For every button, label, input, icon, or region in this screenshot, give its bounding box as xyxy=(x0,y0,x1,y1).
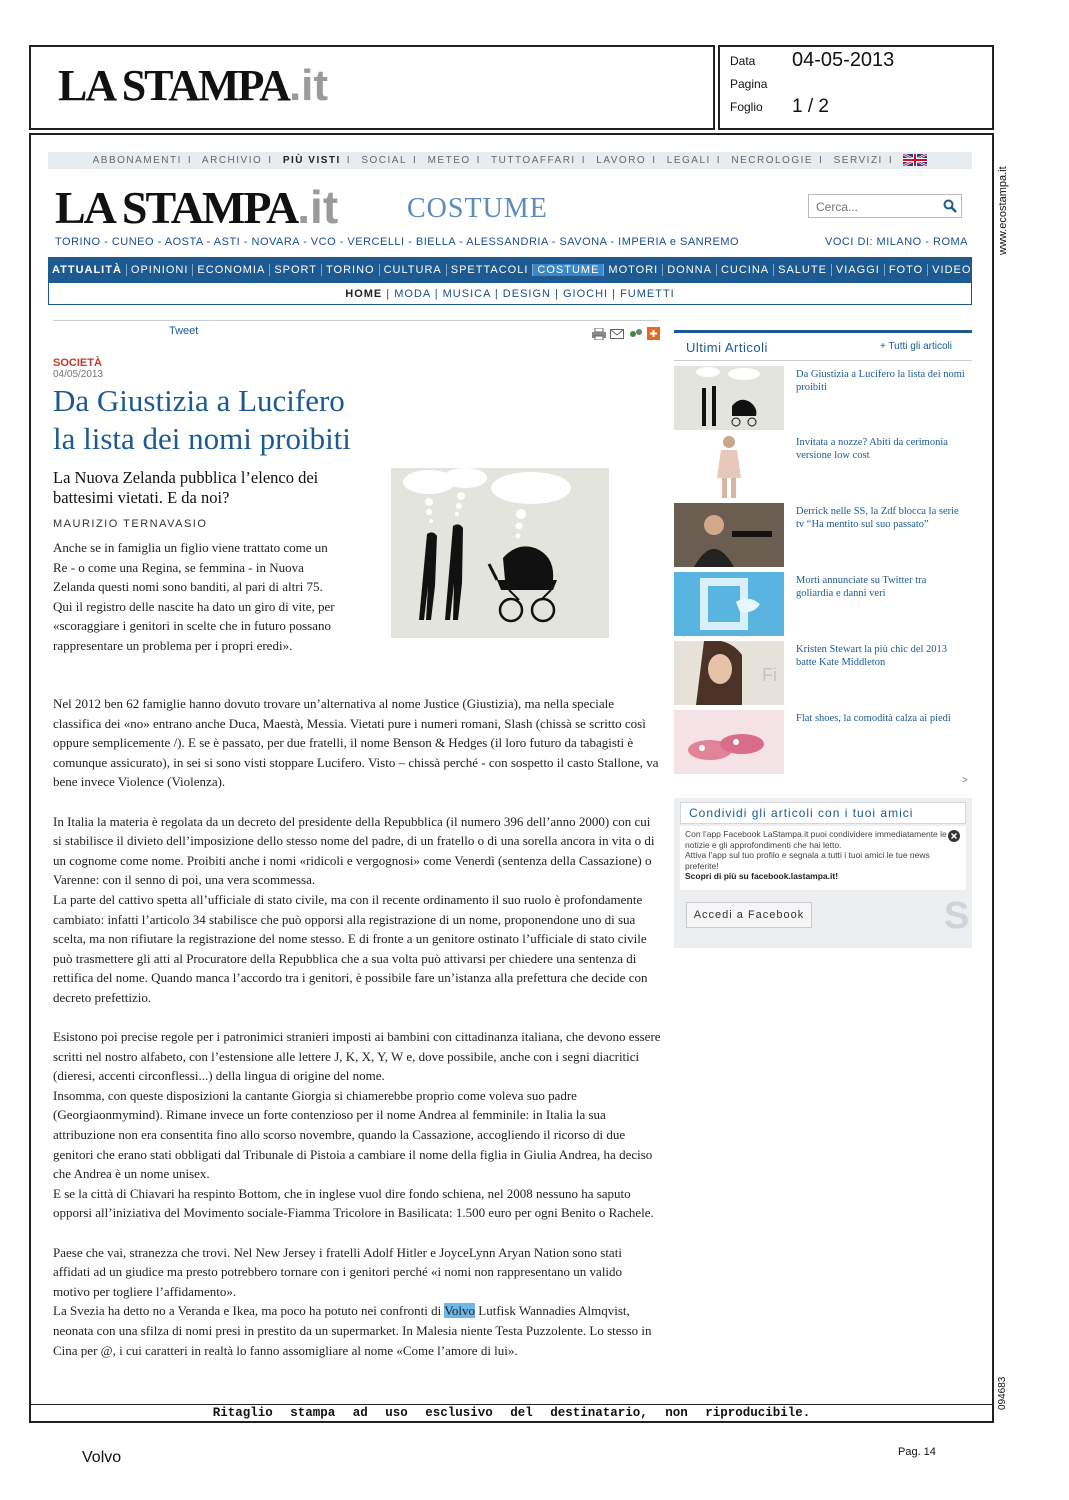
share-text-2: Attiva l’app sul tuo profilo e segnala a tutti i tuoi amici le tue news preferite! xyxy=(685,850,930,871)
mainnav-sport[interactable]: SPORT xyxy=(270,264,322,276)
article-title xyxy=(53,382,351,458)
silhouettes-pram-image xyxy=(391,468,609,638)
article-thumbnail[interactable] xyxy=(674,366,784,430)
voci-di-links[interactable]: VOCI DI: MILANO - ROMA xyxy=(825,236,969,248)
mainnav-salute[interactable]: SALUTE xyxy=(774,264,832,276)
search-icon[interactable] xyxy=(943,199,957,213)
mainnav-opinioni[interactable]: OPINIONI xyxy=(127,264,194,276)
article-paragraph: Esistono poi precise regole per i patronimici stranieri imposti ai bambini con cittadinanza italiana, che devono essere scritti nel nostro alfabeto, con l’estensione alle lettere J, K, X, Y, W e, dove possibile, anche con i segni diacritici (dieresi, accenti circonflessi...) della lingua di origine del nome. xyxy=(53,1029,661,1084)
side-code-label: 094683 xyxy=(997,1376,1008,1410)
sidebar-article-title[interactable]: Morti annunciate su Twitter tra goliardia e danni veri xyxy=(796,575,927,599)
mainnav-foto[interactable]: FOTO xyxy=(885,264,928,276)
footer-page: Pag. 14 xyxy=(898,1446,936,1458)
topnav-social[interactable]: SOCIAL xyxy=(361,155,408,166)
thumbnail-image xyxy=(674,641,784,705)
mainnav-economia[interactable]: ECONOMIA xyxy=(193,264,270,276)
header-logo-suffix: .it xyxy=(288,61,329,110)
facebook-login-button[interactable]: Accedi a Facebook xyxy=(686,902,812,928)
sidebar-article[interactable] xyxy=(674,366,974,430)
subnav-musica[interactable]: MUSICA xyxy=(442,288,491,300)
sidebar-article[interactable] xyxy=(674,710,974,774)
pagina-label: Pagina xyxy=(730,77,768,91)
topnav-necrologie[interactable]: NECROLOGIE xyxy=(731,155,814,166)
article-lead-paragraph: Anche se in famiglia un figlio viene trattato come un Re - o come una Regina, se femmina - in Nuova Zelanda questi nomi sono banditi, al pari di altri 75. Qui il registro delle nascite ha dato un giro di vite, per «scoraggiare i genitori in scelte che in futuro possano rappresentare un problema per i propri eredi». xyxy=(53,540,335,653)
side-site-label: www.ecostampa.it xyxy=(997,166,1009,255)
search-box[interactable] xyxy=(808,194,962,218)
share-box xyxy=(674,798,972,948)
topnav-piu-visti[interactable]: PIÙ VISTI xyxy=(282,155,341,166)
stampa-s-icon xyxy=(942,894,972,934)
mainnav-video[interactable]: VIDEO xyxy=(932,264,972,276)
article-paragraph: Nel 2012 ben 62 famiglie hanno dovuto trovare un’alternativa al nome Justice (Giustizia), ma nella speciale classifica dei «no» entrano anche Duca, Maestà, Messia. Vietati pure i numeri romani, Slash (chissà se scritto così oppure semplicemente /). E se è passato, per due fratelli, il nome Benson & Hedges (il loro futuro da tabagisti è comunque assicurato), in sei si sono visti stoppare Lucifero. Visto – chissà perché - con sospetto il casto Stallone, va bene invece Violence (Violenza). xyxy=(53,696,659,790)
article-text: La Svezia ha detto no a Veranda e Ikea, ma poco ha potuto nei confronti di xyxy=(53,1303,445,1319)
share-title: Condividi gli articoli con i tuoi amici xyxy=(689,806,914,820)
share-text-3: Scopri di più su facebook.lastampa.it! xyxy=(685,871,839,881)
disclaimer-divider xyxy=(29,1404,994,1405)
mainnav-viaggi[interactable]: VIAGGI xyxy=(832,264,885,276)
article-thumbnail[interactable] xyxy=(674,641,784,705)
sidebar-top-border xyxy=(674,330,972,333)
mainnav-torino[interactable]: TORINO xyxy=(322,264,380,276)
tweet-button[interactable]: Tweet xyxy=(169,325,199,337)
share-text xyxy=(685,829,947,882)
subnav-design[interactable]: DESIGN xyxy=(502,288,551,300)
share-content xyxy=(680,826,966,890)
topnav-lavoro[interactable]: LAVORO xyxy=(596,155,647,166)
share-title-box xyxy=(680,802,966,824)
sidebar-article[interactable] xyxy=(674,503,974,567)
sidebar-article[interactable] xyxy=(674,572,974,636)
sidebar-article-title[interactable]: Invitata a nozze? Abiti da cerimonia versione low cost xyxy=(796,437,948,461)
print-icon[interactable] xyxy=(592,328,606,340)
sidebar-article-title[interactable]: Flat shoes, la comodità calza ai piedi xyxy=(796,713,951,724)
section-title: COSTUME xyxy=(407,193,548,224)
thumbnail-image xyxy=(674,503,784,567)
mainnav-cultura[interactable]: CULTURA xyxy=(380,264,447,276)
article-subtitle: La Nuova Zelanda pubblica l’elenco dei battesimi vietati. E da noi? xyxy=(53,468,319,507)
data-value: 04-05-2013 xyxy=(792,49,895,71)
sidebar-articles xyxy=(674,366,972,776)
topnav-tuttoaffari[interactable]: TUTTOAFFARI xyxy=(491,155,576,166)
disclaimer: Ritaglio stampa ad uso esclusivo del destinatario, non riproducibile. xyxy=(212,1406,811,1420)
mainnav-costume[interactable]: COSTUME xyxy=(533,264,604,276)
sidebar-article[interactable] xyxy=(674,641,974,705)
article-author: MAURIZIO TERNAVASIO xyxy=(53,518,208,530)
footer-brand: Volvo xyxy=(82,1449,122,1466)
highlighted-term: Volvo xyxy=(444,1303,476,1319)
city-links[interactable]: TORINO - CUNEO - AOSTA - ASTI - NOVARA - VCO - VERCELLI - BIELLA - ALESSANDRIA - SAVONA - IMPERIA e SANREMO xyxy=(55,236,740,248)
topnav-archivio[interactable]: ARCHIVIO xyxy=(201,155,263,166)
sidebar-more-arrow[interactable]: > xyxy=(962,775,968,786)
article-title-line1: Da Giustizia a Lucifero xyxy=(53,383,345,418)
article-thumbnail[interactable] xyxy=(674,503,784,567)
sub-nav: HOME | MODA | MUSICA | DESIGN | GIOCHI | FUMETTI xyxy=(48,283,972,305)
article-illustration xyxy=(391,468,609,638)
site-logo[interactable] xyxy=(55,180,338,234)
sidebar-title: Ultimi Articoli xyxy=(686,340,768,355)
svg-text:Fi: Fi xyxy=(762,665,777,685)
site-logo-main: LA STAMPA xyxy=(55,182,298,233)
sidebar-article[interactable] xyxy=(674,434,974,498)
close-icon[interactable] xyxy=(948,830,960,842)
article-thumbnail[interactable] xyxy=(674,710,784,774)
header-logo xyxy=(58,60,328,111)
article-paragraph: In Italia la materia è regolata da un decreto del presidente della Repubblica (il numero 396 dell’anno 2000) con cui si stabilisce il divieto dell’imposizione dello stesso nome del padre, di un fratello o di una sorella ancora in vita o di un cognome come nome. Proibiti anche i nomi «ridicoli e vergognosi» come Venerdì (sentenza della Cassazione) o Varenne: con il senno di poi, una vera scommessa. xyxy=(53,813,655,888)
all-articles-link[interactable]: + Tutti gli articoli xyxy=(880,341,952,352)
article-paragraph: La parte del cattivo spetta all’ufficiale di stato civile, ma con il recente ordinamento il suo ruolo è profondamente cambiato: infatti l’articolo 34 stabilisce che può opporsi alla registrazione di un nome, proponendone uno di sua scelta, ma non rifiutare la registrazione del nome stesso. E di fronte a un genitore ostinato l’ufficiale di stato civile può trasmettere gli atti al Procuratore della Repubblica che a sua volta può attivarsi per chiedere una sentenza di rettifica del nome. Quando manca l’accordo tra i genitori, è possibile fare un’istanza alla prefettura che decide con decreto prefettizio. xyxy=(53,891,648,1005)
article-title-line2: la lista dei nomi proibiti xyxy=(53,421,351,456)
thumbnail-image xyxy=(674,434,784,498)
article-body xyxy=(53,694,662,1360)
topnav-abbonamenti[interactable]: ABBONAMENTI xyxy=(92,155,182,166)
top-nav: ABBONAMENTI I ARCHIVIO I PIÙ VISTI I SOCIAL I METEO I TUTTOAFFARI I LAVORO I LEGALI I NECROLOGIE I SERVIZI I xyxy=(48,152,972,169)
mainnav-donna[interactable]: DONNA xyxy=(663,264,717,276)
subnav-giochi[interactable]: GIOCHI xyxy=(562,288,609,300)
foglio-label: Foglio xyxy=(730,100,763,114)
subnav-home[interactable]: HOME xyxy=(345,288,383,300)
svg-text:S: S xyxy=(944,895,970,934)
thumbnail-image xyxy=(674,366,784,430)
share-icon[interactable] xyxy=(629,328,643,340)
sidebar-article-title[interactable]: Da Giustizia a Lucifero la lista dei nomi proibiti xyxy=(796,369,965,393)
article-paragraph: Insomma, con queste disposizioni la cantante Giorgia si chiamerebbe proprio come voleva suo padre (Georgiaonmymind). Rimane invece un forte contenzioso per il nome Andrea al femminile: in Italia la sua attribuzione non era consentita fino allo scorso novembre, quando la Cassazione, accogliendo il ricorso di due genitori che erano stati obbligati dal Tribunale di Pistoia a cambiare il nome della figlia in Giulia Andrea, ha deciso che Andrea è un nome unisex. xyxy=(53,1087,653,1182)
article-paragraph: E se la città di Chiavari ha respinto Bottom, che in inglese vuol dire fondo schiena, nel 2008 nessuno ha saputo opporsi all’iniziativa del Movimento sociale-Fiamma Tricolore in Basilicata: 1.500 euro per ogni Benito o Rachele. xyxy=(53,1185,654,1221)
search-input[interactable] xyxy=(814,196,938,218)
main-nav xyxy=(48,257,972,283)
plus-icon[interactable] xyxy=(647,327,660,340)
thumbnail-image xyxy=(674,572,784,636)
foglio-value: 1 / 2 xyxy=(792,96,829,117)
uk-flag-icon[interactable] xyxy=(903,154,927,166)
share-text-1: Con l’app Facebook LaStampa.it puoi condividere immediatamente le notizie e gli approfondimenti che hai letto. xyxy=(685,829,947,850)
topnav-legali[interactable]: LEGALI xyxy=(666,155,711,166)
mainnav-spettacoli[interactable]: SPETTACOLI xyxy=(447,264,534,276)
mainnav-attualita[interactable]: ATTUALITÀ xyxy=(48,264,127,276)
mainnav-cucina[interactable]: CUCINA xyxy=(717,264,774,276)
article-paragraph: Paese che vai, stranezza che trovi. Nel New Jersey i fratelli Adolf Hitler e JoyceLynn Aryan Nation sono stati affidati ad un giudice ma presto potrebbero tornare con i genitori perché «i nomi non rappresentano un valido motivo per togliere l’affidamento». xyxy=(53,1244,623,1299)
subnav-moda[interactable]: MODA xyxy=(394,288,431,300)
topnav-meteo[interactable]: METEO xyxy=(427,155,471,166)
mainnav-motori[interactable]: MOTORI xyxy=(604,264,663,276)
topnav-servizi[interactable]: SERVIZI xyxy=(833,155,883,166)
article-divider xyxy=(53,320,659,321)
article-kicker: SOCIETÀ xyxy=(53,357,102,369)
sidebar-article-title[interactable]: Derrick nelle SS, la Zdf blocca la serie tv “Ha mentito sul suo passato” xyxy=(796,506,959,530)
article-text: Lutfisk Wannadies Almqvist, neonata con una sfilza di nomi presi in prestito da un supermarket. In Malesia niente Testa Puzzolente. Lo stesso in Cina per @, i cui caratteri in realtà lo fanno assomigliare al nome «Come l’amore di lui». xyxy=(53,1303,652,1358)
header-logo-main: LA STAMPA xyxy=(58,61,289,110)
thumbnail-image xyxy=(674,710,784,774)
article-thumbnail[interactable] xyxy=(674,572,784,636)
article-tools xyxy=(592,327,660,345)
article-thumbnail[interactable] xyxy=(674,434,784,498)
article-paragraph xyxy=(53,1301,662,1360)
data-label: Data xyxy=(730,54,756,68)
sidebar-divider xyxy=(674,360,972,361)
subnav-fumetti[interactable]: FUMETTI xyxy=(620,288,675,300)
sidebar-article-title[interactable]: Kristen Stewart la più chic del 2013 batte Kate Middleton xyxy=(796,644,948,668)
article-date: 04/05/2013 xyxy=(53,369,104,380)
site-logo-suffix: .it xyxy=(297,181,339,233)
mail-icon[interactable] xyxy=(610,328,624,340)
